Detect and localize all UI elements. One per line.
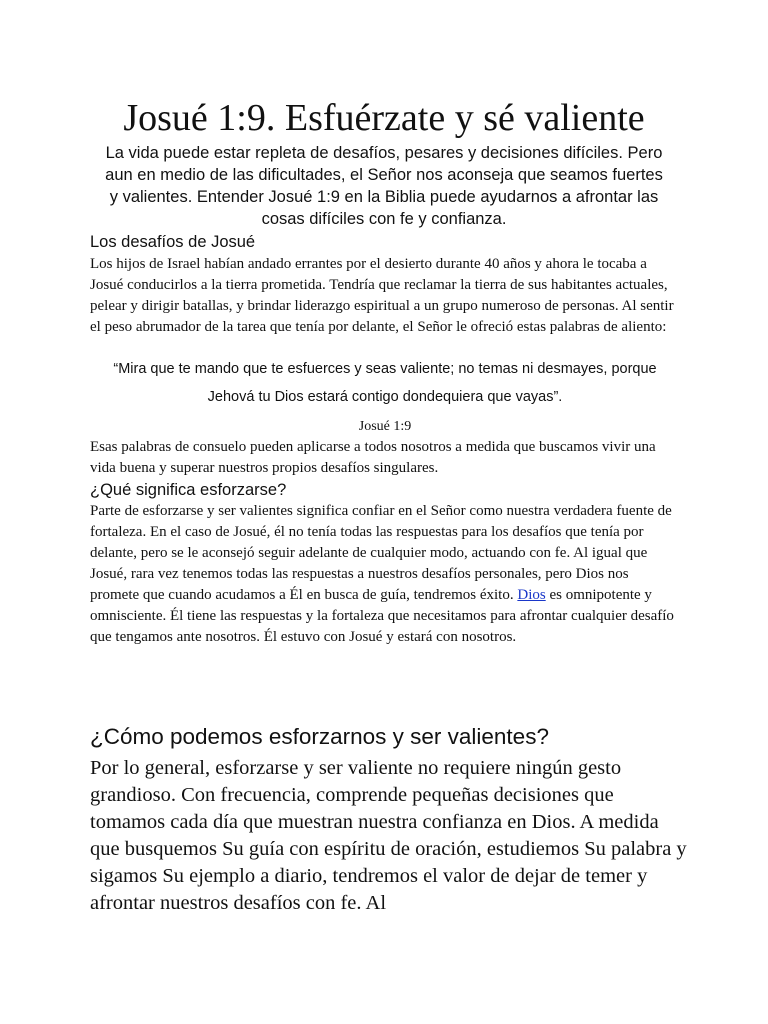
page-title: Josué 1:9. Esfuérzate y sé valiente [123, 97, 645, 139]
paragraph-text-after-link: es omnipotente y omnisciente. Él tiene las respuestas y la fortaleza que necesitamos para afrontar cualquier desafío que tengamos ante nosotros. Él estuvo con Josué y estará con nosotros. [90, 587, 674, 645]
section-paragraph-esforzarse [90, 501, 680, 648]
consolation-paragraph: Esas palabras de consuelo pueden aplicarse a todos nosotros a medida que buscamos vivir una vida buena y superar nuestros propios desafíos singulares. [90, 439, 656, 476]
intro-paragraph: La vida puede estar repleta de desafíos, pesares y decisiones difíciles. Pero aun en medio de las dificultades, el Señor nos aconseja que seamos fuertes y valientes. Entender Josué 1:9 en la Biblia puede ayudarnos a afrontar las cosas difíciles con fe y confianza. [105, 144, 663, 228]
section-heading-esforzarse: ¿Qué significa esforzarse? [90, 481, 287, 499]
scripture-quote: “Mira que te mando que te esfuerces y seas valiente; no temas ni desmayes, porque Jehová tu Dios estará contigo dondequiera que vayas”. [113, 361, 657, 405]
section-paragraph-desafios: Los hijos de Israel habían andado errantes por el desierto durante 40 años y ahora le tocaba a Josué conducirlos a la tierra prometida. Tendría que reclamar la tierra de sus habitantes actuales, pelear y dirigir batallas, y brindar liderazgo espiritual a un grupo numeroso de personas. Al sentir el peso abrumador de la tarea que tenía por delante, el Señor le ofreció estas palabras de aliento: [90, 256, 674, 335]
dios-link[interactable]: Dios [517, 587, 546, 603]
section-heading-como: ¿Cómo podemos esforzarnos y ser valientes? [90, 724, 549, 749]
section-paragraph-como: Por lo general, esforzarse y ser valiente no requiere ningún gesto grandioso. Con frecuencia, comprende pequeñas decisiones que tomamos cada día que muestran nuestra confianza en Dios. A medida que busquemos Su guía con espíritu de oración, estudiemos Su palabra y sigamos Su ejemplo a diario, tendremos el valor de dejar de temer y afrontar nuestros desafíos con fe. Al [90, 757, 687, 914]
scripture-reference: Josué 1:9 [358, 419, 412, 434]
section-heading-desafios: Los desafíos de Josué [90, 233, 256, 251]
paragraph-text-before-link: Parte de esforzarse y ser valientes significa confiar en el Señor como nuestra verdadera fuente de fortaleza. En el caso de Josué, él no tenía todas las respuestas para los desafíos que tenía por delante, pero se le aconsejó seguir adelante de cualquier modo, actuando con fe. Al igual que Josué, rara vez tenemos todas las respuestas a nuestros desafíos personales, pero Dios nos promete que cuando acudamos a Él en busca de guía, tendremos éxito. [90, 503, 672, 603]
